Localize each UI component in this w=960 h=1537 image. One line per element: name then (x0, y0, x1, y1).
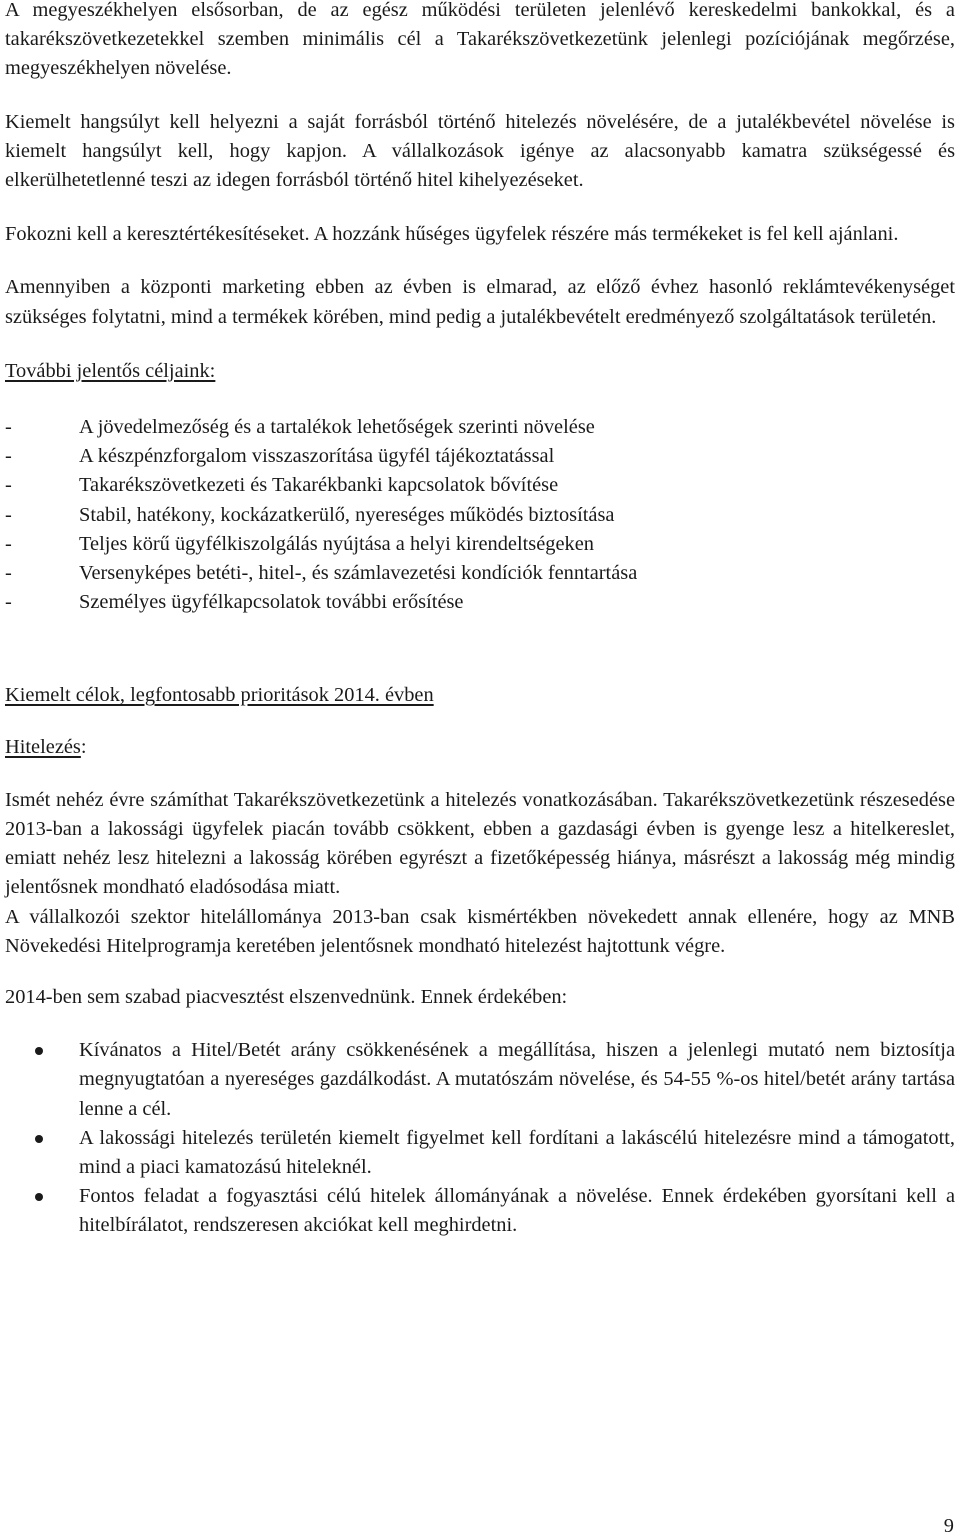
goal-text: A jövedelmezőség és a tartalékok lehetőségek szerinti növelése (79, 416, 595, 439)
dash-marker: - (5, 591, 12, 614)
dash-marker: - (5, 561, 12, 584)
goal-text: A készpénzforgalom visszaszorítása ügyfél tájékoztatással (79, 445, 555, 468)
bullet-icon (35, 1047, 43, 1055)
list-item (5, 1124, 955, 1182)
paragraph-cross-selling: Fokozni kell a keresztértékesítéseket. A hozzánk hűséges ügyfelek részére más termékeket is fel kell ajánlani. (5, 223, 899, 246)
bullet-text: Fontos feladat a fogyasztási célú hitelek állományának a növelése. Ennek érdekében gyorsítani kell a hitelbírálatot, rendszeresen akciókat kell meghirdetni. (79, 1185, 955, 1237)
lending-heading-colon: : (80, 735, 87, 758)
document-page (5, 0, 955, 1241)
bullet-text: A lakossági hitelezés területén kiemelt figyelmet kell fordítani a lakáscélú hitelezésre mind a támogatott, mind a piaci kamatozású hiteleknél. (79, 1126, 955, 1178)
list-item (5, 530, 955, 559)
list-item (5, 1182, 955, 1240)
goal-text: Takarékszövetkezeti és Takarékbanki kapcsolatok bővítése (79, 474, 559, 497)
dash-marker: - (5, 445, 12, 468)
goal-text: Stabil, hatékony, kockázatkerülő, nyereséges működés biztosítása (79, 503, 615, 526)
goal-text: Személyes ügyfélkapcsolatok további erősítése (79, 591, 464, 614)
list-item (5, 442, 955, 471)
paragraph-lending-emphasis: Kiemelt hangsúlyt kell helyezni a saját forrásból történő hitelezés növelésére, de a jutalékbevétel növelése is kiemelt hangsúlyt kell, hogy kapjon. A vállalkozások igénye az alacsonyabb kamatra szükségessé és elkerülhetetlenné teszi az idegen forrásból történő hitel kihelyezéseket. (5, 110, 955, 192)
dash-marker: - (5, 503, 12, 526)
dash-marker: - (5, 532, 12, 555)
page-number: 9 (943, 1515, 954, 1537)
paragraph-marketing: Amennyiben a központi marketing ebben az évben is elmarad, az előző évhez hasonló reklámtevékenységet szükséges folytatni, mind a termékek körében, mind pedig a jutalékbevételt eredményező szolgáltatások területén. (5, 276, 955, 328)
list-item (5, 559, 955, 588)
priorities-heading (5, 681, 955, 710)
goals-heading (5, 357, 955, 386)
paragraph-market-loss: 2014-ben sem szabad piacvesztést elszenvednünk. Ennek érdekében: (5, 985, 568, 1008)
goals-list (5, 413, 955, 617)
goals-heading-text: További jelentős céljaink: (5, 359, 216, 382)
bullet-icon (35, 1135, 43, 1143)
paragraph-lending-outlook: Ismét nehéz évre számíthat Takarékszövetkezetünk a hitelezés vonatkozásában. Takarékszövetkezetünk részesedése 2013-ban a lakossági ügyfelek piacán tovább csökkent, ebben a gazdasági évben is gyenge lesz a hitelkereslet, emiatt nehéz lesz hitelezni a lakosság körében egyrészt a fizetőképesség hiánya, másrészt a lakosság még mindig jelentősnek mondható eladósodása miatt. (5, 788, 955, 899)
priorities-heading-text: Kiemelt célok, legfontosabb prioritások 2014. évben (5, 684, 434, 707)
list-item (5, 501, 955, 530)
list-item (5, 1036, 955, 1124)
dash-marker: - (5, 474, 12, 497)
bullet-icon (35, 1193, 43, 1201)
goal-text: Versenyképes betéti-, hitel-, és számlavezetési kondíciók fenntartása (79, 561, 638, 584)
actions-list (5, 1036, 955, 1240)
list-item (5, 471, 955, 500)
paragraph-business-lending: A vállalkozói szektor hitelállománya 2013-ban csak kismértékben növekedett annak ellenére, hogy az MNB Növekedési Hitelprogramja keretében jelentősnek mondható hitelezést hajtottunk végre. (5, 905, 955, 957)
bullet-text: Kívánatos a Hitel/Betét arány csökkenésének a megállítása, hiszen a jelenlegi mutató nem biztosítja megnyugtatóan a nyereséges gazdálkodást. A mutatószám növelése, és 54-55 %-os hitel/betét arány tartása lenne a cél. (79, 1039, 955, 1120)
paragraph-market-position: A megyeszékhelyen elsősorban, de az egész működési területen jelenlévő kereskedelmi bankokkal, és a takarékszövetkezetekkel szemben minimális cél a Takarékszövetkezetünk jelenlegi pozíciójának megőrzése, megyeszékhelyen növelése. (5, 0, 955, 80)
dash-marker: - (5, 416, 12, 439)
list-item (5, 588, 955, 617)
lending-heading-text: Hitelezés (5, 735, 81, 758)
lending-heading (5, 733, 955, 762)
goal-text: Teljes körű ügyfélkiszolgálás nyújtása a helyi kirendeltségeken (79, 532, 594, 555)
list-item (5, 413, 955, 442)
